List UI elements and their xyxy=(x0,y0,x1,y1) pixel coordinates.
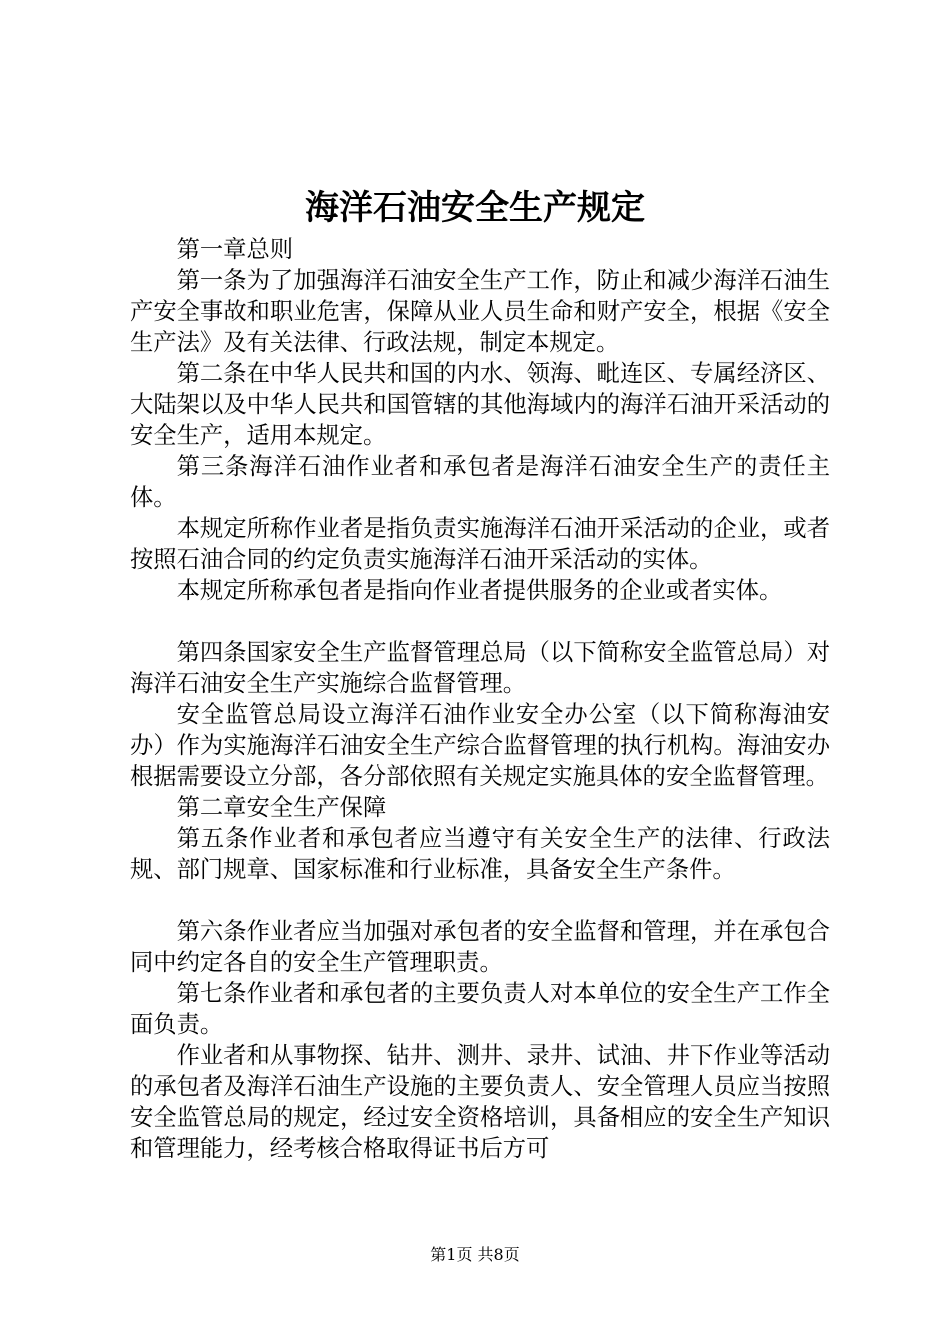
document-body xyxy=(130,234,830,1164)
paragraph: 安全监管总局设立海洋石油作业安全办公室（以下简称海油安办）作为实施海洋石油安全生产综合监督管理的执行机构。海油安办根据需要设立分部，各分部依照有关规定实施具体的安全监督管理。 xyxy=(130,701,830,790)
paragraph: 本规定所称作业者是指负责实施海洋石油开采活动的企业，或者按照石油合同的约定负责实施海洋石油开采活动的实体。 xyxy=(130,515,830,573)
chapter-heading: 第一章总则 xyxy=(176,236,294,263)
paragraph: 本规定所称承包者是指向作业者提供服务的企业或者实体。 xyxy=(176,577,783,604)
paragraph: 作业者和从事物探、钻井、测井、录井、试油、井下作业等活动的承包者及海洋石油生产设施的主要负责人、安全管理人员应当按照安全监管总局的规定，经过安全资格培训，具备相应的安全生产知识和管理能力，经考核合格取得证书后方可 xyxy=(130,1042,830,1162)
paragraph: 第一条为了加强海洋石油安全生产工作，防止和减少海洋石油生产安全事故和职业危害，保障从业人员生命和财产安全，根据《安全生产法》及有关法律、行政法规，制定本规定。 xyxy=(130,267,830,356)
page-number: 第1页 共8页 xyxy=(430,1245,520,1264)
paragraph: 第三条海洋石油作业者和承包者是海洋石油安全生产的责任主体。 xyxy=(130,453,830,511)
chapter-heading: 第二章安全生产保障 xyxy=(176,794,387,821)
document-title: 海洋石油安全生产规定 xyxy=(305,188,645,228)
paragraph: 第二条在中华人民共和国的内水、领海、毗连区、专属经济区、大陆架以及中华人民共和国管辖的其他海域内的海洋石油开采活动的安全生产，适用本规定。 xyxy=(130,360,830,449)
paragraph: 第五条作业者和承包者应当遵守有关安全生产的法律、行政法规、部门规章、国家标准和行业标准，具备安全生产条件。 xyxy=(130,825,830,883)
paragraph: 第六条作业者应当加强对承包者的安全监督和管理，并在承包合同中约定各自的安全生产管理职责。 xyxy=(130,918,830,976)
paragraph: 第七条作业者和承包者的主要负责人对本单位的安全生产工作全面负责。 xyxy=(130,980,830,1038)
paragraph: 第四条国家安全生产监督管理总局（以下简称安全监管总局）对海洋石油安全生产实施综合监督管理。 xyxy=(130,639,830,697)
